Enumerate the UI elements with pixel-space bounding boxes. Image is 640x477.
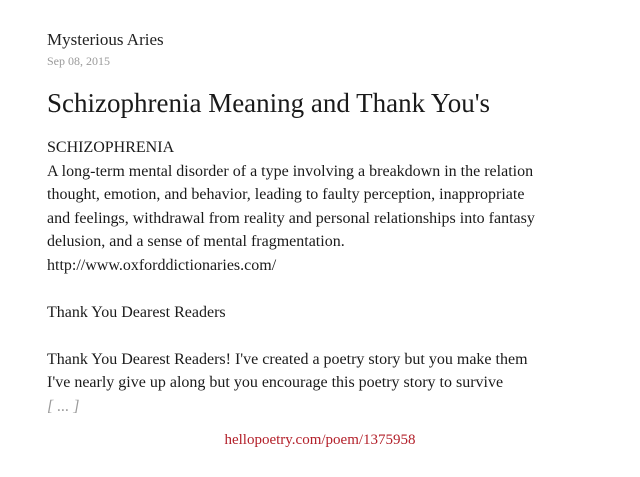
poem-line: and feelings, withdrawal from reality and personal relationships into fantasy: [47, 209, 535, 227]
poem-url-link[interactable]: hellopoetry.com/poem/1375958: [224, 432, 416, 448]
poem-line: SCHIZOPHRENIA: [47, 139, 175, 156]
blank-line: [47, 324, 637, 348]
poem-line: Thank You Dearest Readers! I've created a poetry story but you make them: [47, 350, 528, 368]
poem-line-url: http://www.oxforddictionaries.com/: [47, 256, 277, 274]
read-more-link[interactable]: [ ... ]: [47, 397, 80, 415]
poem-body: [47, 136, 637, 418]
poem-line: I've nearly give up along but you encourage this poetry story to survive: [47, 374, 504, 391]
poem-line: delusion, and a sense of mental fragmentation.: [47, 233, 345, 250]
poem-line: thought, emotion, and behavior, leading to faulty perception, inappropriate: [47, 186, 525, 203]
post-date: Sep 08, 2015: [47, 54, 110, 68]
poem-title: Schizophrenia Meaning and Thank You's: [47, 88, 491, 118]
poem-line: Thank You Dearest Readers: [47, 303, 226, 321]
poem-line: A long-term mental disorder of a type involving a breakdown in the relation: [47, 162, 534, 180]
author-name[interactable]: Mysterious Aries: [47, 30, 164, 49]
blank-line: [47, 277, 637, 301]
